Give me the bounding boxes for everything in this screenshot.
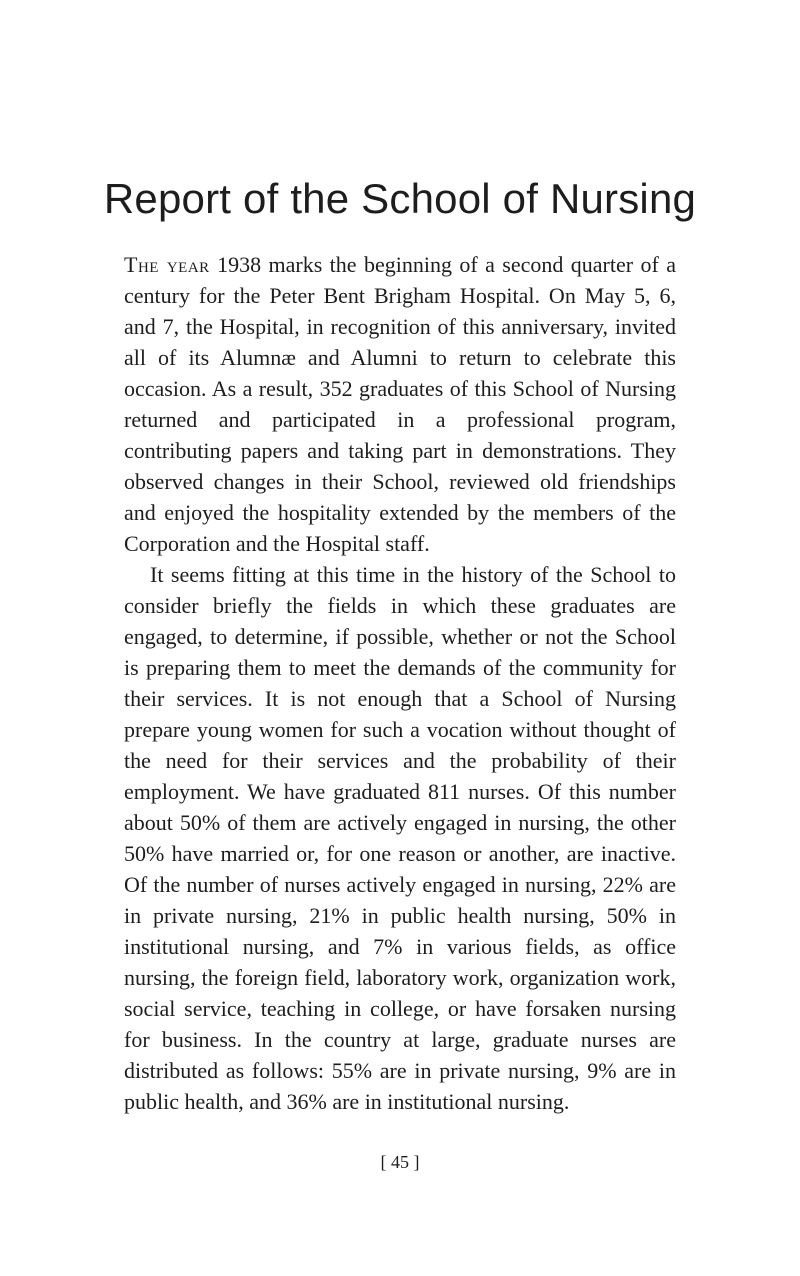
page-number: [ 45 ] — [380, 1152, 420, 1172]
page-title: Report of the School of Nursing — [103, 175, 697, 222]
paragraph-2: It seems fitting at this time in the history of the School to consider briefly the fields in which these graduates are engaged, to determine, if possible, whether or not the School is preparing them to meet the demands of the community for their services. It is not enough that a School of Nursing prepare young women for such a vocation without thought of the need for their services and the probability of their employment. We have graduated 811 nurses. Of this number about 50% of them are actively engaged in nursing, the other 50% have married or, for one reason or another, are inactive. Of the number of nurses actively engaged in nursing, 22% are in private nursing, 21% in public health nursing, 50% in institutional nursing, and 7% in various fields, as office nursing, the foreign field, laboratory work, organization work, social service, teaching in college, or have forsaken nursing for business. In the country at large, graduate nurses are distributed as follows: 55% are in private nursing, 9% are in public health, and 36% are in institutional nursing. — [124, 562, 676, 1114]
report-body — [124, 249, 676, 1117]
paragraph-1-text: 1938 marks the beginning of a second quarter of a century for the Peter Bent Brigham Hospital. On May 5, 6, and 7, the Hospital, in recognition of this anniversary, invited all of its Alumnæ and Alumni to return to celebrate this occasion. As a result, 352 graduates of this School of Nursing returned and participated in a professional program, contributing papers and taking part in demonstrations. They observed changes in their School, reviewed old friendships and enjoyed the hospitality extended by the members of the Corporation and the Hospital staff. — [124, 252, 676, 556]
paragraph-1 — [124, 249, 676, 559]
paragraph-1-lead: The year — [124, 252, 210, 277]
